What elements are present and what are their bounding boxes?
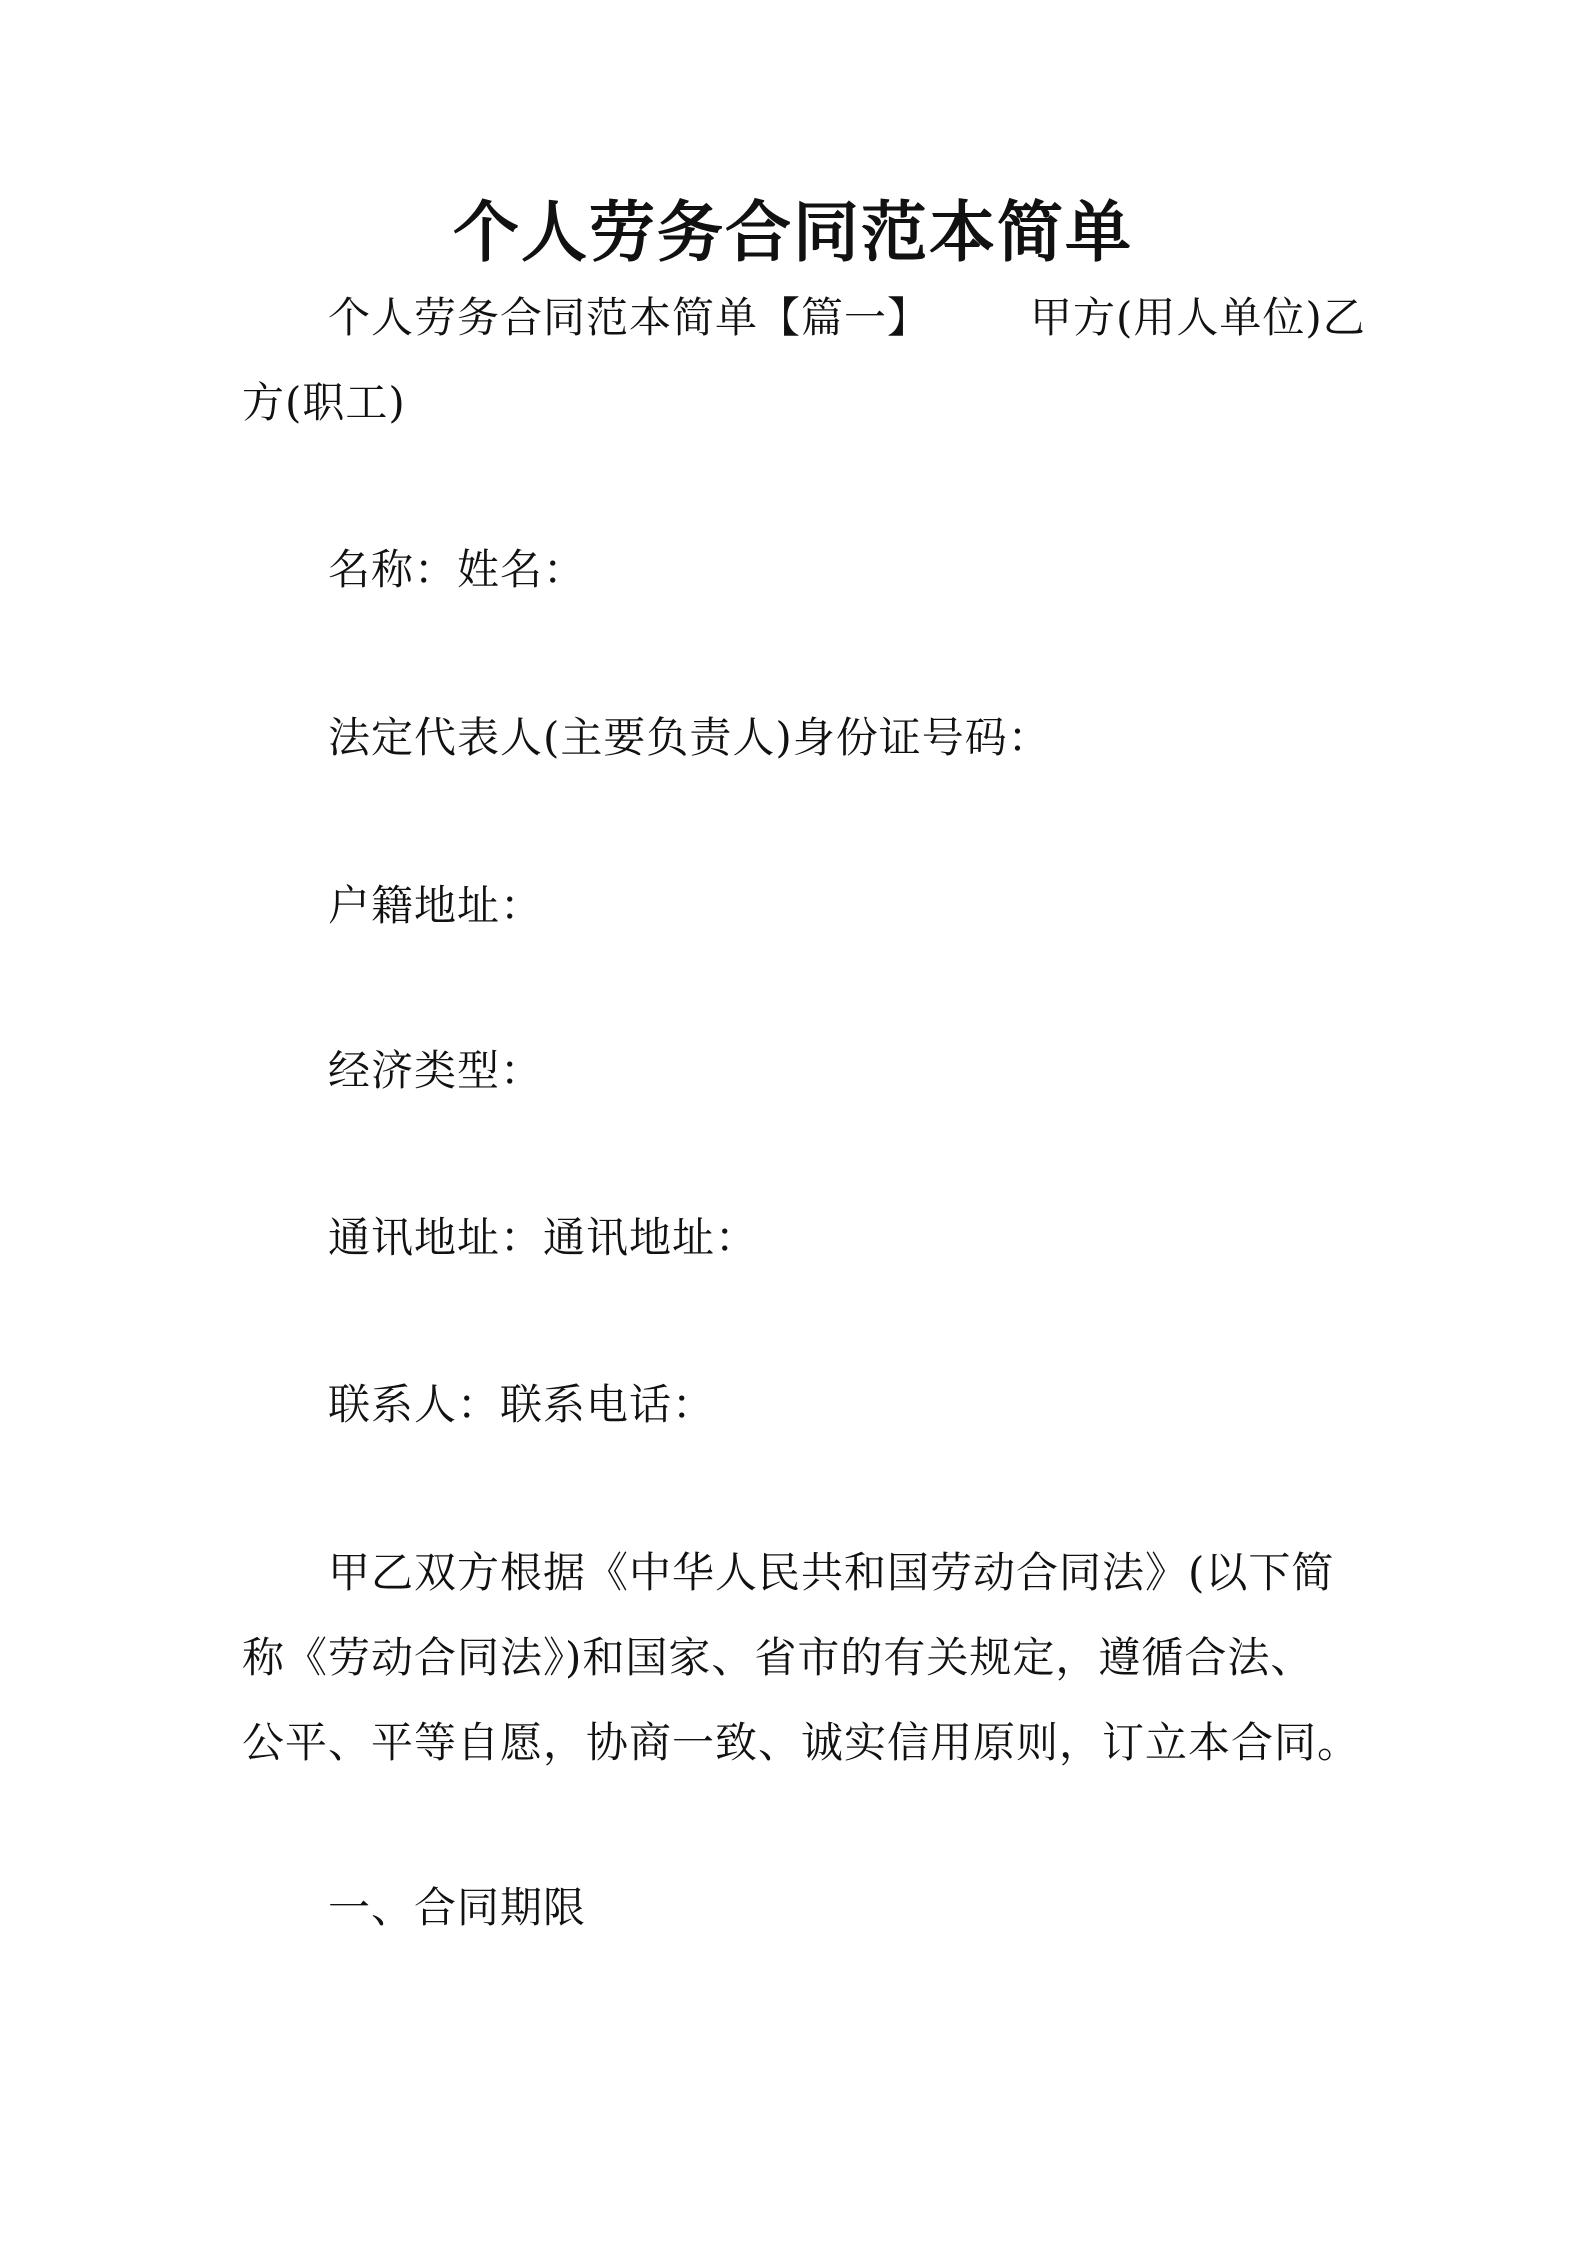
paragraph-line-2: 称《劳动合同法》)和国家、省市的有关规定，遵循合法、: [242, 1633, 1314, 1682]
field-name: 名称：姓名：: [328, 545, 587, 594]
field-contact: 联系人：联系电话：: [328, 1380, 716, 1429]
intro-line-2: 方(职工): [242, 378, 406, 427]
field-economic-type: 经济类型：: [328, 1046, 544, 1095]
intro-heading: 个人劳务合同范本简单【篇一】: [328, 293, 931, 342]
field-mailing-address: 通讯地址：通讯地址：: [328, 1213, 759, 1262]
field-legal-representative: 法定代表人(主要负责人)身份证号码：: [328, 713, 1051, 762]
paragraph-line-1: 甲乙双方根据《中华人民共和国劳动合同法》(以下简: [328, 1548, 1335, 1597]
intro-line-1: [328, 290, 1366, 346]
document-title: 个人劳务合同范本简单: [453, 193, 1133, 271]
paragraph-line-3: 公平、平等自愿，协商一致、诚实信用原则，订立本合同。: [242, 1718, 1361, 1767]
section-heading-contract-term: 一、合同期限: [328, 1883, 587, 1932]
intro-parties: 甲方(用人单位)乙: [1030, 293, 1366, 342]
field-household-address: 户籍地址：: [328, 881, 544, 930]
